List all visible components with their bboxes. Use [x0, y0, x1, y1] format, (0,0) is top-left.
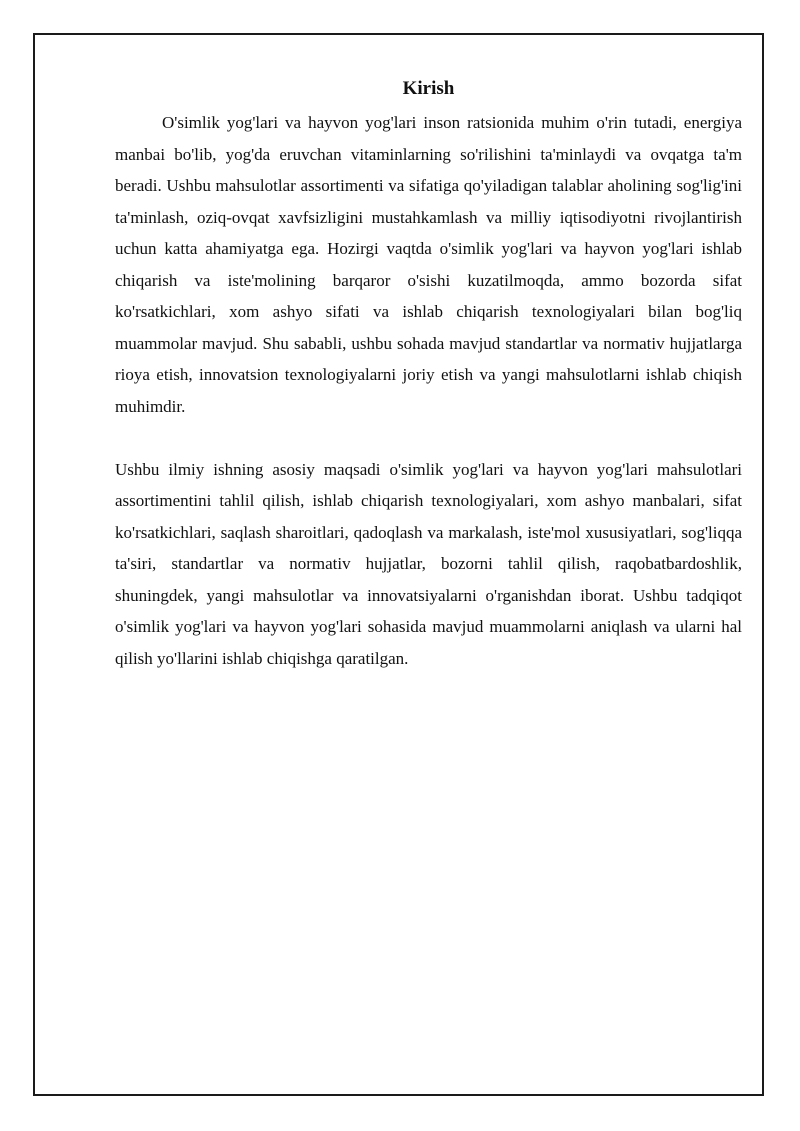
- document-body: [115, 76, 742, 674]
- paragraph-spacer: [115, 422, 742, 454]
- aim-paragraph: Ushbu ilmiy ishning asosiy maqsadi o'simlik yog'lari va hayvon yog'lari mahsulotlari assortimentini tahlil qilish, ishlab chiqarish texnologiyalari, xom ashyo manbalari, sifat ko'rsatkichlari, saqlash sharoitlari, qadoqlash va markalash, iste'mol xususiyatlari, sog'liqqa ta'siri, standartlar va normativ hujjatlar, bozorni tahlil qilish, raqobatbardoshlik, shuningdek, yangi mahsulotlar va innovatsiyalarni o'rganishdan iborat. Ushbu tadqiqot o'simlik yog'lari va hayvon yog'lari sohasida mavjud muammolarni aniqlash va ularni hal qilish yo'llarini ishlab chiqishga qaratilgan.: [115, 459, 742, 668]
- page-title: Kirish: [402, 78, 455, 99]
- intro-paragraph: O'simlik yog'lari va hayvon yog'lari inson ratsionida muhim o'rin tutadi, energiya manbai bo'lib, yog'da eruvchan vitaminlarning so'rilishini ta'minlaydi va ovqatga ta'm beradi. Ushbu mahsulotlar assortimenti va sifatiga qo'yiladigan talablar aholining sog'lig'ini ta'minlash, oziq-ovqat xavfsizligini mustahkamlash va milliy iqtisodiyotni rivojlantirish uchun katta ahamiyatga ega. Hozirgi vaqtda o'simlik yog'lari va hayvon yog'lari ishlab chiqarish va iste'molining barqaror o'sishi kuzatilmoqda, ammo bozorda sifat ko'rsatkichlari, xom ashyo sifati va ishlab chiqarish texnologiyalari bilan bog'liq muammolar mavjud. Shu sababli, ushbu sohada mavjud standartlar va normativ hujjatlarga rioya etish, innovatsion texnologiyalarni joriy etish va yangi mahsulotlarni ishlab chiqish muhimdir.: [115, 113, 742, 416]
